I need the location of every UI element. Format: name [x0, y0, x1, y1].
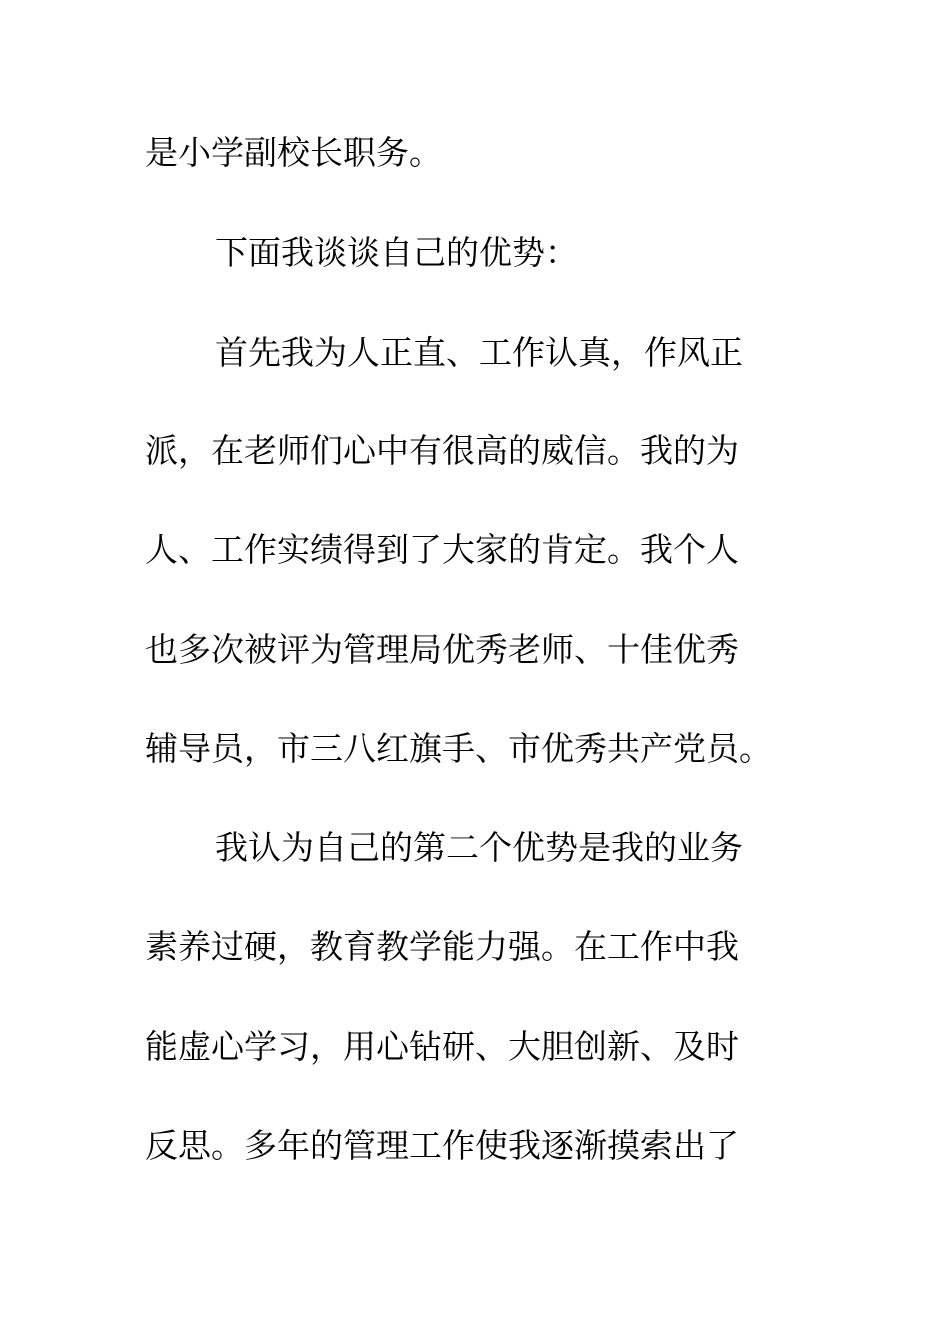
- text-line-1: 是小学副校长职务。: [145, 133, 442, 172]
- text-line-9: 素养过硬，教育教学能力强。在工作中我: [145, 927, 739, 966]
- text-line-11: 反思。多年的管理工作使我逐渐摸索出了: [145, 1126, 739, 1165]
- text-line-4: 派，在老师们心中有很高的威信。我的为: [145, 431, 739, 470]
- text-line-2: 下面我谈谈自己的优势：: [215, 233, 578, 272]
- text-line-10: 能虚心学习，用心钻研、大胆创新、及时: [145, 1027, 739, 1066]
- text-line-5: 人、工作实绩得到了大家的肯定。我个人: [145, 530, 739, 569]
- text-line-8: 我认为自己的第二个优势是我的业务: [215, 828, 743, 867]
- text-line-6: 也多次被评为管理局优秀老师、十佳优秀: [145, 630, 739, 669]
- text-line-3: 首先我为人正直、工作认真，作风正: [215, 333, 743, 372]
- text-line-7: 辅导员，市三八红旗手、市优秀共产党员。: [145, 729, 772, 768]
